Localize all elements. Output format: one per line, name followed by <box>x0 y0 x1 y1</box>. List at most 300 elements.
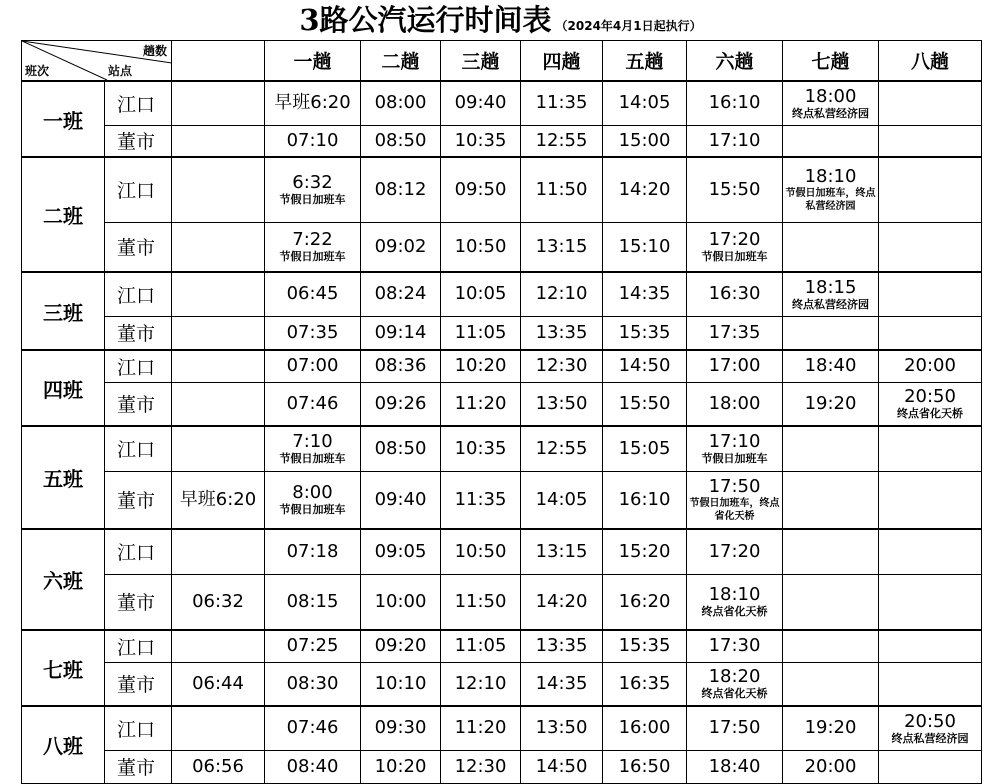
departure-time: 17:35 <box>708 321 761 343</box>
departure-time: 20:50 <box>904 710 956 732</box>
time-cell <box>687 574 783 630</box>
time-cell <box>521 706 603 750</box>
time-cell <box>783 81 879 125</box>
station-label: 江口 <box>105 426 172 471</box>
corner-shift-label: 班次 <box>25 64 50 78</box>
time-cell <box>783 426 879 471</box>
time-cell <box>879 157 982 222</box>
time-cell <box>603 529 687 574</box>
departure-time: 18:00 <box>708 392 761 414</box>
time-cell <box>441 316 521 350</box>
pre-trip-cell: 早班6:20 <box>172 471 265 529</box>
departure-time: 18:40 <box>708 755 761 777</box>
departure-time: 19:20 <box>804 717 857 739</box>
departure-time: 09:40 <box>454 92 507 114</box>
time-cell <box>687 81 783 125</box>
time-cell <box>603 426 687 471</box>
time-cell <box>687 272 783 316</box>
pre-trip-cell: 06:32 <box>172 574 265 630</box>
departure-time: 09:30 <box>374 717 427 739</box>
departure-time: 11:05 <box>454 321 507 343</box>
time-cell <box>441 81 521 125</box>
departure-time: 15:20 <box>618 540 671 562</box>
trip-note: 节假日加班车 <box>279 250 346 264</box>
departure-time: 14:35 <box>535 672 588 694</box>
departure-time: 10:10 <box>374 672 427 694</box>
time-cell <box>265 125 361 157</box>
departure-time: 10:20 <box>454 355 507 377</box>
departure-time: 8:00 <box>292 482 333 504</box>
station-label: 董市 <box>105 750 172 783</box>
departure-time: 17:10 <box>708 129 761 151</box>
departure-time: 18:00 <box>804 85 857 107</box>
shift-label: 七班 <box>22 630 105 706</box>
trip-header: 五趟 <box>603 41 687 82</box>
time-cell <box>441 706 521 750</box>
departure-time: 17:00 <box>708 355 761 377</box>
departure-time: 10:05 <box>454 283 507 305</box>
departure-time: 08:12 <box>374 178 427 200</box>
departure-time: 16:35 <box>618 672 671 694</box>
time-cell <box>361 662 441 706</box>
departure-time: 13:35 <box>535 635 588 657</box>
departure-time: 09:02 <box>374 235 427 257</box>
time-cell <box>783 750 879 783</box>
shift-label: 八班 <box>22 706 105 783</box>
time-cell <box>687 706 783 750</box>
station-label: 江口 <box>105 529 172 574</box>
time-cell <box>879 316 982 350</box>
time-cell <box>265 316 361 350</box>
time-cell <box>265 272 361 316</box>
time-cell <box>783 222 879 272</box>
departure-time: 09:40 <box>374 488 427 510</box>
departure-time: 14:50 <box>618 355 671 377</box>
table-row <box>22 529 982 574</box>
time-cell <box>879 81 982 125</box>
station-label: 江口 <box>105 630 172 662</box>
shift-label: 五班 <box>22 426 105 529</box>
time-cell <box>361 350 441 382</box>
table-row <box>22 272 982 316</box>
station-label: 董市 <box>105 382 172 426</box>
pre-trip-cell <box>172 382 265 426</box>
departure-time: 08:50 <box>374 129 427 151</box>
departure-time: 11:50 <box>454 590 507 612</box>
station-label: 董市 <box>105 125 172 157</box>
header-row <box>22 41 982 82</box>
departure-time: 14:35 <box>618 283 671 305</box>
time-cell <box>687 350 783 382</box>
time-cell <box>265 471 361 529</box>
time-cell <box>265 81 361 125</box>
time-cell <box>687 471 783 529</box>
time-cell <box>265 426 361 471</box>
table-row <box>22 630 982 662</box>
departure-time: 08:36 <box>374 355 427 377</box>
departure-time: 08:30 <box>286 672 339 694</box>
departure-time: 09:50 <box>454 178 507 200</box>
departure-time: 15:35 <box>618 321 671 343</box>
departure-time: 11:05 <box>454 635 507 657</box>
time-cell <box>521 750 603 783</box>
departure-time: 07:18 <box>286 540 339 562</box>
table-row <box>22 662 982 706</box>
departure-time: 18:15 <box>804 276 857 298</box>
pre-trip-cell: 06:44 <box>172 662 265 706</box>
departure-time: 07:00 <box>286 355 339 377</box>
departure-time: 15:05 <box>618 437 671 459</box>
time-cell <box>783 706 879 750</box>
time-cell <box>265 529 361 574</box>
time-cell <box>521 222 603 272</box>
departure-time: 14:20 <box>535 590 588 612</box>
departure-time: 17:50 <box>708 717 761 739</box>
time-cell <box>361 125 441 157</box>
corner-trip-label: 趟数 <box>142 44 167 58</box>
time-cell <box>879 706 982 750</box>
shift-label: 四班 <box>22 350 105 426</box>
station-label: 董市 <box>105 222 172 272</box>
time-cell <box>521 662 603 706</box>
time-cell <box>783 272 879 316</box>
departure-time: 12:30 <box>454 755 507 777</box>
departure-time: 08:40 <box>286 755 339 777</box>
time-cell <box>603 350 687 382</box>
departure-time: 12:30 <box>535 355 588 377</box>
time-cell <box>879 630 982 662</box>
time-cell <box>783 350 879 382</box>
time-cell <box>603 81 687 125</box>
station-label: 江口 <box>105 81 172 125</box>
departure-time: 14:20 <box>618 178 671 200</box>
time-cell <box>783 662 879 706</box>
departure-time: 6:32 <box>292 172 333 194</box>
time-cell <box>687 222 783 272</box>
time-cell <box>687 750 783 783</box>
time-cell <box>361 316 441 350</box>
time-cell <box>879 272 982 316</box>
departure-time: 07:46 <box>286 392 339 414</box>
trip-note: 节假日加班车，终点省化天桥 <box>689 497 780 522</box>
departure-time: 09:20 <box>374 635 427 657</box>
time-cell <box>879 382 982 426</box>
departure-time: 08:24 <box>374 283 427 305</box>
time-cell <box>603 750 687 783</box>
table-row <box>22 157 982 222</box>
time-cell <box>687 125 783 157</box>
departure-time: 07:10 <box>286 129 339 151</box>
departure-time: 15:50 <box>708 178 761 200</box>
time-cell <box>441 750 521 783</box>
departure-time: 7:22 <box>292 229 333 251</box>
departure-time: 12:55 <box>535 129 588 151</box>
time-cell <box>879 529 982 574</box>
pre-trip-cell <box>172 157 265 222</box>
departure-time: 10:00 <box>374 590 427 612</box>
departure-time: 10:50 <box>454 540 507 562</box>
station-label: 董市 <box>105 662 172 706</box>
trip-note: 终点私营经济园 <box>891 731 969 745</box>
table-row <box>22 316 982 350</box>
departure-time: 11:20 <box>454 392 507 414</box>
departure-time: 10:20 <box>374 755 427 777</box>
time-cell <box>265 574 361 630</box>
time-cell <box>603 222 687 272</box>
trip-header: 三趟 <box>441 41 521 82</box>
departure-time: 12:10 <box>535 283 588 305</box>
trip-header: 六趟 <box>687 41 783 82</box>
departure-time: 07:46 <box>286 717 339 739</box>
departure-time: 18:10 <box>804 165 857 187</box>
table-row <box>22 81 982 125</box>
time-cell <box>361 272 441 316</box>
time-cell <box>521 426 603 471</box>
time-cell <box>441 157 521 222</box>
departure-time: 13:15 <box>535 540 588 562</box>
station-label: 董市 <box>105 574 172 630</box>
page-title: 3路公汽运行时间表 <box>299 3 552 37</box>
time-cell <box>521 471 603 529</box>
departure-time: 13:35 <box>535 321 588 343</box>
trip-note: 终点省化天桥 <box>701 605 768 619</box>
time-cell <box>687 662 783 706</box>
trip-note: 节假日加班车 <box>701 250 768 264</box>
time-cell <box>265 630 361 662</box>
departure-time: 19:20 <box>804 392 857 414</box>
time-cell <box>441 630 521 662</box>
departure-time: 13:50 <box>535 717 588 739</box>
pre-trip-cell <box>172 316 265 350</box>
time-cell <box>687 529 783 574</box>
departure-time: 15:35 <box>618 635 671 657</box>
departure-time: 20:00 <box>804 755 857 777</box>
time-cell <box>521 529 603 574</box>
shift-label: 二班 <box>22 157 105 272</box>
trip-header: 二趟 <box>361 41 441 82</box>
trip-note: 终点省化天桥 <box>897 407 963 421</box>
time-cell <box>521 81 603 125</box>
time-cell <box>441 350 521 382</box>
table-row <box>22 125 982 157</box>
station-label: 江口 <box>105 272 172 316</box>
departure-time: 17:20 <box>708 229 761 251</box>
time-cell <box>361 157 441 222</box>
departure-time: 09:26 <box>374 392 427 414</box>
corner-cell <box>22 41 172 82</box>
time-cell <box>879 426 982 471</box>
station-label: 江口 <box>105 157 172 222</box>
departure-time: 18:20 <box>708 666 761 688</box>
time-cell <box>687 316 783 350</box>
table-row <box>22 706 982 750</box>
time-cell <box>521 382 603 426</box>
departure-time: 09:14 <box>374 321 427 343</box>
corner-station-label: 站点 <box>108 64 133 78</box>
time-cell <box>603 630 687 662</box>
time-cell <box>521 630 603 662</box>
departure-time: 15:10 <box>618 235 671 257</box>
time-cell <box>361 529 441 574</box>
time-cell <box>361 630 441 662</box>
departure-time: 11:50 <box>535 178 588 200</box>
departure-time: 11:35 <box>535 92 588 114</box>
time-cell <box>603 574 687 630</box>
trip-note: 节假日加班车，终点私营经济园 <box>785 187 876 212</box>
time-cell <box>441 272 521 316</box>
time-cell <box>603 382 687 426</box>
time-cell <box>879 662 982 706</box>
trip-note: 节假日加班车 <box>279 193 346 207</box>
time-cell <box>441 125 521 157</box>
departure-time: 08:00 <box>374 92 427 114</box>
departure-time: 16:20 <box>618 590 671 612</box>
departure-time: 14:50 <box>535 755 588 777</box>
departure-time: 16:10 <box>708 92 761 114</box>
departure-time: 18:10 <box>708 584 761 606</box>
pre-trip-cell <box>172 125 265 157</box>
time-cell <box>441 382 521 426</box>
departure-time: 14:05 <box>535 488 588 510</box>
trip-header: 四趟 <box>521 41 603 82</box>
time-cell <box>265 157 361 222</box>
departure-time: 08:15 <box>286 590 339 612</box>
departure-time: 14:05 <box>618 92 671 114</box>
time-cell <box>521 316 603 350</box>
pre-trip-cell <box>172 222 265 272</box>
pre-trip-cell: 06:56 <box>172 750 265 783</box>
time-cell <box>441 574 521 630</box>
departure-time: 17:30 <box>708 635 761 657</box>
trip-note: 节假日加班车 <box>279 503 346 517</box>
departure-time: 06:45 <box>286 283 339 305</box>
page-subtitle: （2024年4月1日起执行） <box>555 19 702 33</box>
time-cell <box>783 471 879 529</box>
time-cell <box>361 222 441 272</box>
time-cell <box>361 81 441 125</box>
time-cell <box>361 426 441 471</box>
time-cell <box>441 529 521 574</box>
departure-time: 10:50 <box>454 235 507 257</box>
time-cell <box>521 574 603 630</box>
time-cell <box>783 316 879 350</box>
departure-time: 7:10 <box>292 431 333 453</box>
time-cell <box>521 350 603 382</box>
time-cell <box>879 750 982 783</box>
time-cell <box>687 426 783 471</box>
time-cell <box>603 471 687 529</box>
departure-time: 17:10 <box>708 431 761 453</box>
title-bar <box>0 0 1001 40</box>
time-cell <box>783 630 879 662</box>
departure-time: 16:50 <box>618 755 671 777</box>
time-cell <box>361 574 441 630</box>
timetable <box>21 40 982 784</box>
table-row <box>22 574 982 630</box>
pre-trip-cell <box>172 630 265 662</box>
departure-time: 11:20 <box>454 717 507 739</box>
departure-time: 10:35 <box>454 437 507 459</box>
time-cell <box>441 222 521 272</box>
time-cell <box>879 222 982 272</box>
departure-time: 16:10 <box>618 488 671 510</box>
time-cell <box>265 750 361 783</box>
time-cell <box>603 706 687 750</box>
departure-time: 15:50 <box>618 392 671 414</box>
time-cell <box>603 316 687 350</box>
time-cell <box>603 272 687 316</box>
table-row <box>22 471 982 529</box>
time-cell <box>879 125 982 157</box>
departure-time: 早班6:20 <box>274 92 351 114</box>
time-cell <box>783 574 879 630</box>
shift-label: 三班 <box>22 272 105 350</box>
departure-time: 07:25 <box>286 635 339 657</box>
time-cell <box>879 574 982 630</box>
departure-time: 13:15 <box>535 235 588 257</box>
departure-time: 07:35 <box>286 321 339 343</box>
time-cell <box>603 157 687 222</box>
station-label: 江口 <box>105 706 172 750</box>
time-cell <box>783 125 879 157</box>
departure-time: 18:40 <box>804 355 857 377</box>
pre-trip-cell <box>172 350 265 382</box>
time-cell <box>687 157 783 222</box>
departure-time: 17:50 <box>708 475 761 497</box>
trip-header: 八趟 <box>879 41 982 82</box>
departure-time: 20:50 <box>904 386 956 408</box>
station-label: 董市 <box>105 471 172 529</box>
time-cell <box>265 382 361 426</box>
time-cell <box>521 272 603 316</box>
trip-header: 一趟 <box>265 41 361 82</box>
time-cell <box>687 630 783 662</box>
departure-time: 12:10 <box>454 672 507 694</box>
time-cell <box>361 471 441 529</box>
station-label: 董市 <box>105 316 172 350</box>
trip-note: 终点私营经济园 <box>792 297 869 311</box>
pre-trip-cell <box>172 81 265 125</box>
table-row <box>22 750 982 783</box>
time-cell <box>783 382 879 426</box>
station-label: 江口 <box>105 350 172 382</box>
time-cell <box>361 382 441 426</box>
shift-label: 一班 <box>22 81 105 157</box>
time-cell <box>441 662 521 706</box>
departure-time: 09:05 <box>374 540 427 562</box>
table-row <box>22 426 982 471</box>
time-cell <box>361 706 441 750</box>
time-cell <box>687 382 783 426</box>
header-blank <box>172 41 265 82</box>
departure-time: 16:00 <box>618 717 671 739</box>
time-cell <box>441 471 521 529</box>
time-cell <box>441 426 521 471</box>
departure-time: 15:00 <box>618 129 671 151</box>
departure-time: 10:35 <box>454 129 507 151</box>
shift-label: 六班 <box>22 529 105 630</box>
pre-trip-cell <box>172 272 265 316</box>
time-cell <box>521 157 603 222</box>
time-cell <box>603 662 687 706</box>
time-cell <box>265 706 361 750</box>
departure-time: 16:30 <box>708 283 761 305</box>
time-cell <box>603 125 687 157</box>
departure-time: 17:20 <box>708 540 761 562</box>
time-cell <box>265 222 361 272</box>
table-row <box>22 350 982 382</box>
departure-time: 11:35 <box>454 488 507 510</box>
